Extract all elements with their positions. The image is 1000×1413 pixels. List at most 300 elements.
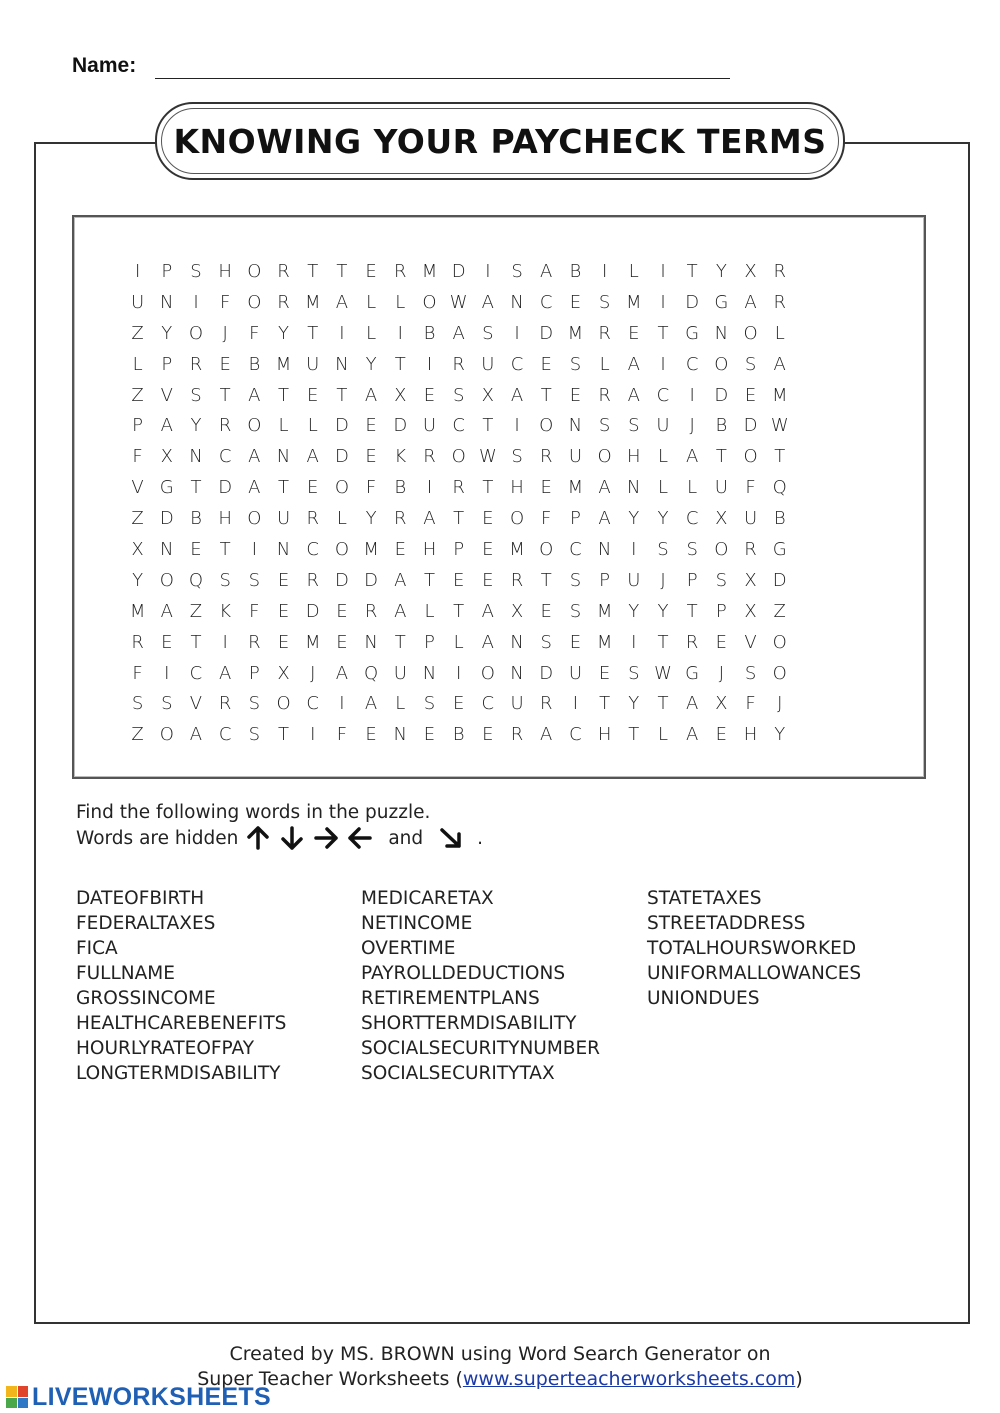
puzzle-letter[interactable]: R xyxy=(510,569,524,591)
puzzle-letter[interactable]: O xyxy=(276,693,291,715)
puzzle-letter[interactable]: L xyxy=(395,693,406,715)
puzzle-letter[interactable]: T xyxy=(336,260,348,282)
puzzle-letter[interactable]: G xyxy=(714,291,729,313)
puzzle-letter[interactable]: E xyxy=(569,384,582,406)
puzzle-letter[interactable]: O xyxy=(188,322,204,344)
puzzle-letter[interactable]: A xyxy=(394,600,407,622)
puzzle-letter[interactable]: W xyxy=(449,291,468,313)
puzzle-letter[interactable]: M xyxy=(304,631,321,653)
puzzle-letter[interactable]: I xyxy=(572,693,579,715)
puzzle-letter[interactable]: A xyxy=(248,446,261,468)
puzzle-letter[interactable]: A xyxy=(248,384,261,406)
puzzle-letter[interactable]: L xyxy=(774,322,785,344)
puzzle-letter[interactable]: E xyxy=(307,477,319,499)
puzzle-letter[interactable]: D xyxy=(334,569,349,591)
puzzle-letter[interactable]: L xyxy=(657,446,668,468)
puzzle-letter[interactable]: S xyxy=(598,415,611,437)
puzzle-letter[interactable]: Q xyxy=(188,569,204,591)
puzzle-letter[interactable]: M xyxy=(421,260,438,282)
puzzle-letter[interactable]: R xyxy=(394,508,407,530)
puzzle-letter[interactable]: W xyxy=(654,662,672,684)
puzzle-letter[interactable]: R xyxy=(452,353,465,375)
puzzle-letter[interactable]: X xyxy=(744,260,757,282)
puzzle-letter[interactable]: A xyxy=(335,662,349,684)
puzzle-letter[interactable]: A xyxy=(481,291,494,313)
puzzle-letter[interactable]: Z xyxy=(131,384,144,406)
puzzle-letter[interactable]: O xyxy=(743,446,758,468)
puzzle-letter[interactable]: E xyxy=(365,446,377,468)
puzzle-letter[interactable]: V xyxy=(160,384,173,406)
puzzle-letter[interactable]: R xyxy=(364,600,378,622)
puzzle-letter[interactable]: T xyxy=(482,477,494,499)
puzzle-letter[interactable]: E xyxy=(190,538,202,560)
puzzle-letter[interactable]: G xyxy=(685,662,700,684)
puzzle-letter[interactable]: Y xyxy=(365,353,377,375)
puzzle-letter[interactable]: S xyxy=(540,631,552,653)
puzzle-letter[interactable]: B xyxy=(423,322,436,344)
puzzle-letter[interactable]: I xyxy=(514,415,520,437)
puzzle-letter[interactable]: S xyxy=(423,693,436,715)
puzzle-letter[interactable]: N xyxy=(160,291,174,313)
puzzle-letter[interactable]: X xyxy=(160,446,173,468)
puzzle-letter[interactable]: S xyxy=(569,569,582,591)
puzzle-letter[interactable]: I xyxy=(339,322,345,344)
puzzle-letter[interactable]: X xyxy=(277,662,290,684)
puzzle-letter[interactable]: C xyxy=(481,693,495,715)
puzzle-letter[interactable]: R xyxy=(598,322,611,344)
puzzle-letter[interactable]: Y xyxy=(278,322,290,344)
puzzle-letter[interactable]: O xyxy=(509,508,525,530)
puzzle-letter[interactable]: M xyxy=(596,631,613,653)
puzzle-letter[interactable]: T xyxy=(423,569,435,591)
puzzle-letter[interactable]: N xyxy=(364,631,378,653)
footer-link[interactable]: www.superteacherworksheets.com xyxy=(462,1368,796,1390)
puzzle-letter[interactable]: U xyxy=(568,662,582,684)
puzzle-letter[interactable]: O xyxy=(247,260,262,282)
puzzle-letter[interactable]: E xyxy=(365,724,377,746)
puzzle-letter[interactable]: T xyxy=(307,322,319,344)
puzzle-letter[interactable]: G xyxy=(772,538,787,560)
puzzle-letter[interactable]: C xyxy=(306,538,319,560)
puzzle-letter[interactable]: N xyxy=(714,322,729,344)
puzzle-letter[interactable]: U xyxy=(510,693,524,715)
puzzle-letter[interactable]: E xyxy=(336,631,348,653)
puzzle-letter[interactable]: I xyxy=(456,662,462,684)
puzzle-letter[interactable]: C xyxy=(452,415,465,437)
puzzle-letter[interactable]: M xyxy=(129,600,146,622)
puzzle-letter[interactable]: E xyxy=(628,322,640,344)
puzzle-letter[interactable]: R xyxy=(189,353,203,375)
puzzle-letter[interactable]: O xyxy=(539,415,554,437)
puzzle-letter[interactable]: T xyxy=(540,384,552,406)
puzzle-letter[interactable]: I xyxy=(631,538,637,560)
puzzle-letter[interactable]: D xyxy=(685,291,700,313)
puzzle-letter[interactable]: A xyxy=(218,662,232,684)
puzzle-letter[interactable]: A xyxy=(335,291,349,313)
puzzle-letter[interactable]: O xyxy=(772,662,787,684)
puzzle-letter[interactable]: S xyxy=(131,693,144,715)
puzzle-letter[interactable]: G xyxy=(685,322,700,344)
puzzle-letter[interactable]: S xyxy=(744,353,757,375)
puzzle-letter[interactable]: N xyxy=(597,538,612,560)
puzzle-letter[interactable]: P xyxy=(132,415,144,437)
puzzle-letter[interactable]: A xyxy=(423,508,436,530)
puzzle-letter[interactable]: S xyxy=(482,322,494,344)
puzzle-letter[interactable]: J xyxy=(310,662,316,684)
puzzle-letter[interactable]: T xyxy=(540,569,552,591)
puzzle-letter[interactable]: H xyxy=(218,260,232,282)
puzzle-letter[interactable]: S xyxy=(161,693,173,715)
puzzle-letter[interactable]: D xyxy=(539,322,554,344)
puzzle-letter[interactable]: S xyxy=(511,446,523,468)
puzzle-letter[interactable]: E xyxy=(277,600,290,622)
puzzle-letter[interactable]: T xyxy=(715,446,727,468)
puzzle-letter[interactable]: Y xyxy=(190,415,202,437)
puzzle-letter[interactable]: M xyxy=(771,384,788,406)
puzzle-letter[interactable]: F xyxy=(132,446,143,468)
puzzle-letter[interactable]: S xyxy=(190,384,202,406)
puzzle-letter[interactable]: I xyxy=(514,322,520,344)
puzzle-letter[interactable]: N xyxy=(276,538,291,560)
puzzle-letter[interactable]: Z xyxy=(131,508,144,530)
puzzle-letter[interactable]: I xyxy=(631,631,637,653)
puzzle-letter[interactable]: Y xyxy=(628,600,640,622)
puzzle-letter[interactable]: M xyxy=(275,353,292,375)
puzzle-letter[interactable]: I xyxy=(193,291,199,313)
puzzle-letter[interactable]: N xyxy=(568,415,583,437)
puzzle-letter[interactable]: R xyxy=(218,415,232,437)
puzzle-letter[interactable]: P xyxy=(715,600,727,622)
puzzle-letter[interactable]: N xyxy=(393,724,408,746)
puzzle-letter[interactable]: O xyxy=(451,446,466,468)
puzzle-letter[interactable]: P xyxy=(453,538,465,560)
puzzle-letter[interactable]: P xyxy=(161,353,173,375)
puzzle-letter[interactable]: A xyxy=(481,600,494,622)
puzzle-letter[interactable]: T xyxy=(774,446,786,468)
puzzle-letter[interactable]: E xyxy=(598,662,611,684)
puzzle-letter[interactable]: T xyxy=(657,693,669,715)
puzzle-letter[interactable]: Y xyxy=(628,693,640,715)
puzzle-letter[interactable]: F xyxy=(365,477,377,499)
puzzle-letter[interactable]: E xyxy=(307,384,319,406)
puzzle-letter[interactable]: E xyxy=(482,569,494,591)
puzzle-letter[interactable]: L xyxy=(395,291,406,313)
puzzle-letter[interactable]: E xyxy=(715,631,728,653)
puzzle-letter[interactable]: T xyxy=(686,260,698,282)
puzzle-letter[interactable]: S xyxy=(628,415,640,437)
puzzle-letter[interactable]: R xyxy=(306,508,319,530)
puzzle-letter[interactable]: E xyxy=(715,724,728,746)
puzzle-letter[interactable]: Y xyxy=(161,322,173,344)
puzzle-letter[interactable]: Y xyxy=(132,569,144,591)
puzzle-letter[interactable]: T xyxy=(190,631,202,653)
puzzle-letter[interactable]: T xyxy=(657,322,669,344)
puzzle-letter[interactable]: L xyxy=(453,631,464,653)
puzzle-letter[interactable]: T xyxy=(278,477,290,499)
puzzle-letter[interactable]: I xyxy=(660,291,666,313)
puzzle-letter[interactable]: C xyxy=(685,508,699,530)
puzzle-letter[interactable]: E xyxy=(277,631,290,653)
puzzle-letter[interactable]: S xyxy=(452,384,465,406)
puzzle-letter[interactable]: R xyxy=(248,631,261,653)
puzzle-letter[interactable]: N xyxy=(510,662,524,684)
puzzle-letter[interactable]: B xyxy=(190,508,202,530)
puzzle-letter[interactable]: N xyxy=(510,291,524,313)
puzzle-letter[interactable]: C xyxy=(656,384,670,406)
puzzle-letter[interactable]: R xyxy=(423,446,436,468)
puzzle-letter[interactable]: X xyxy=(394,384,407,406)
puzzle-letter[interactable]: M xyxy=(626,291,642,313)
puzzle-letter[interactable]: I xyxy=(426,353,433,375)
puzzle-letter[interactable]: T xyxy=(190,477,202,499)
puzzle-letter[interactable]: H xyxy=(422,538,437,560)
puzzle-letter[interactable]: R xyxy=(218,693,232,715)
puzzle-letter[interactable]: C xyxy=(569,724,582,746)
puzzle-letter[interactable]: E xyxy=(161,631,173,653)
puzzle-letter[interactable]: L xyxy=(657,477,668,499)
puzzle-letter[interactable]: R xyxy=(510,724,524,746)
puzzle-letter[interactable]: T xyxy=(394,353,406,375)
puzzle-letter[interactable]: A xyxy=(160,600,173,622)
puzzle-letter[interactable]: L xyxy=(307,415,318,437)
puzzle-letter[interactable]: M xyxy=(304,291,321,313)
puzzle-letter[interactable]: A xyxy=(773,353,786,375)
puzzle-letter[interactable]: O xyxy=(422,291,437,313)
puzzle-letter[interactable]: Y xyxy=(657,508,669,530)
puzzle-letter[interactable]: Y xyxy=(715,260,727,282)
puzzle-letter[interactable]: P xyxy=(424,631,435,653)
puzzle-letter[interactable]: S xyxy=(628,662,640,684)
puzzle-letter[interactable]: N xyxy=(627,477,641,499)
puzzle-letter[interactable]: X xyxy=(510,600,524,622)
puzzle-letter[interactable]: D xyxy=(364,569,379,591)
puzzle-letter[interactable]: P xyxy=(248,662,260,684)
puzzle-letter[interactable]: K xyxy=(219,600,232,622)
puzzle-letter[interactable]: A xyxy=(394,569,407,591)
puzzle-letter[interactable]: L xyxy=(132,353,143,375)
puzzle-letter[interactable]: U xyxy=(131,291,145,313)
puzzle-letter[interactable]: R xyxy=(685,631,699,653)
puzzle-letter[interactable]: T xyxy=(686,600,698,622)
puzzle-letter[interactable]: Y xyxy=(774,724,786,746)
puzzle-letter[interactable]: F xyxy=(249,322,260,344)
puzzle-letter[interactable]: I xyxy=(134,260,141,282)
puzzle-letter[interactable]: S xyxy=(190,260,202,282)
puzzle-letter[interactable]: S xyxy=(248,569,261,591)
puzzle-letter[interactable]: L xyxy=(687,477,698,499)
puzzle-letter[interactable]: U xyxy=(306,353,320,375)
puzzle-letter[interactable]: J xyxy=(689,415,695,437)
puzzle-letter[interactable]: O xyxy=(159,724,174,746)
puzzle-letter[interactable]: T xyxy=(394,631,406,653)
puzzle-letter[interactable]: Y xyxy=(365,508,377,530)
puzzle-letter[interactable]: O xyxy=(539,538,554,560)
name-input-line[interactable] xyxy=(155,78,730,79)
puzzle-letter[interactable]: D xyxy=(393,415,408,437)
puzzle-letter[interactable]: C xyxy=(218,446,232,468)
puzzle-letter[interactable]: E xyxy=(569,631,582,653)
puzzle-letter[interactable]: O xyxy=(714,538,729,560)
puzzle-letter[interactable]: F xyxy=(219,291,231,313)
puzzle-letter[interactable]: W xyxy=(770,415,789,437)
puzzle-letter[interactable]: A xyxy=(452,322,465,344)
puzzle-letter[interactable]: R xyxy=(539,693,553,715)
puzzle-letter[interactable]: V xyxy=(744,631,757,653)
puzzle-letter[interactable]: C xyxy=(218,724,232,746)
puzzle-letter[interactable]: R xyxy=(277,291,290,313)
puzzle-letter[interactable]: A xyxy=(540,260,553,282)
puzzle-letter[interactable]: R xyxy=(452,477,465,499)
puzzle-letter[interactable]: H xyxy=(627,446,641,468)
puzzle-letter[interactable]: U xyxy=(714,477,728,499)
puzzle-letter[interactable]: T xyxy=(278,384,290,406)
puzzle-letter[interactable]: S xyxy=(569,353,582,375)
puzzle-letter[interactable]: I xyxy=(426,477,433,499)
puzzle-letter[interactable]: S xyxy=(715,569,728,591)
puzzle-letter[interactable]: R xyxy=(306,569,319,591)
puzzle-letter[interactable]: A xyxy=(510,384,524,406)
puzzle-letter[interactable]: O xyxy=(247,415,262,437)
puzzle-letter[interactable]: D xyxy=(334,415,349,437)
puzzle-letter[interactable]: B xyxy=(394,477,407,499)
puzzle-letter[interactable]: A xyxy=(627,353,640,375)
puzzle-letter[interactable]: C xyxy=(510,353,524,375)
puzzle-letter[interactable]: L xyxy=(424,600,435,622)
puzzle-letter[interactable]: J xyxy=(222,322,228,344)
puzzle-letter[interactable]: A xyxy=(685,446,699,468)
puzzle-letter[interactable]: A xyxy=(685,693,699,715)
puzzle-letter[interactable]: C xyxy=(306,693,319,715)
puzzle-letter[interactable]: M xyxy=(363,538,379,560)
puzzle-letter[interactable]: S xyxy=(657,538,669,560)
puzzle-letter[interactable]: R xyxy=(744,538,757,560)
puzzle-letter[interactable]: D xyxy=(772,569,787,591)
puzzle-letter[interactable]: F xyxy=(745,477,756,499)
puzzle-letter[interactable]: I xyxy=(601,260,608,282)
puzzle-letter[interactable]: M xyxy=(567,322,584,344)
puzzle-letter[interactable]: E xyxy=(423,724,436,746)
puzzle-letter[interactable]: I xyxy=(164,662,170,684)
puzzle-letter[interactable]: R xyxy=(277,260,290,282)
puzzle-letter[interactable]: T xyxy=(599,693,611,715)
puzzle-letter[interactable]: A xyxy=(744,291,757,313)
puzzle-letter[interactable]: L xyxy=(628,260,639,282)
puzzle-letter[interactable]: I xyxy=(339,693,345,715)
puzzle-letter[interactable]: O xyxy=(743,322,758,344)
puzzle-letter[interactable]: I xyxy=(310,724,316,746)
puzzle-letter[interactable]: Q xyxy=(772,477,787,499)
puzzle-letter[interactable]: M xyxy=(509,538,525,560)
puzzle-letter[interactable]: D xyxy=(714,384,729,406)
puzzle-letter[interactable]: U xyxy=(743,508,758,530)
puzzle-letter[interactable]: U xyxy=(393,662,407,684)
puzzle-letter[interactable]: O xyxy=(714,353,729,375)
puzzle-letter[interactable]: O xyxy=(772,631,787,653)
puzzle-letter[interactable]: U xyxy=(481,353,495,375)
puzzle-letter[interactable]: X xyxy=(715,508,728,530)
puzzle-letter[interactable]: Z xyxy=(189,600,203,622)
puzzle-letter[interactable]: T xyxy=(482,415,494,437)
puzzle-letter[interactable]: O xyxy=(334,477,349,499)
puzzle-letter[interactable]: G xyxy=(159,477,174,499)
puzzle-letter[interactable]: R xyxy=(539,446,553,468)
puzzle-letter[interactable]: R xyxy=(773,260,786,282)
puzzle-letter[interactable]: L xyxy=(366,291,377,313)
puzzle-letter[interactable]: N xyxy=(422,662,437,684)
puzzle-letter[interactable]: Y xyxy=(657,600,669,622)
puzzle-letter[interactable]: Q xyxy=(364,662,379,684)
puzzle-letter[interactable]: S xyxy=(569,600,582,622)
puzzle-letter[interactable]: T xyxy=(219,538,231,560)
puzzle-letter[interactable]: B xyxy=(248,353,261,375)
puzzle-letter[interactable]: D xyxy=(305,600,320,622)
puzzle-letter[interactable]: E xyxy=(365,415,377,437)
puzzle-letter[interactable]: C xyxy=(685,353,699,375)
puzzle-letter[interactable]: D xyxy=(159,508,174,530)
puzzle-letter[interactable]: S xyxy=(511,260,523,282)
puzzle-letter[interactable]: O xyxy=(159,569,174,591)
puzzle-letter[interactable]: T xyxy=(657,631,669,653)
puzzle-letter[interactable]: A xyxy=(160,415,173,437)
puzzle-letter[interactable]: E xyxy=(569,291,582,313)
puzzle-letter[interactable]: L xyxy=(336,508,347,530)
puzzle-letter[interactable]: A xyxy=(306,446,319,468)
puzzle-letter[interactable]: A xyxy=(627,384,640,406)
puzzle-letter[interactable]: I xyxy=(689,384,695,406)
puzzle-letter[interactable]: E xyxy=(277,569,290,591)
puzzle-letter[interactable]: I xyxy=(251,538,257,560)
puzzle-letter[interactable]: E xyxy=(482,508,494,530)
puzzle-letter[interactable]: H xyxy=(743,724,758,746)
puzzle-letter[interactable]: U xyxy=(656,415,670,437)
puzzle-letter[interactable]: M xyxy=(596,600,613,622)
puzzle-letter[interactable]: M xyxy=(567,477,584,499)
puzzle-letter[interactable]: I xyxy=(397,322,403,344)
puzzle-letter[interactable]: S xyxy=(686,538,698,560)
puzzle-letter[interactable]: H xyxy=(510,477,524,499)
puzzle-letter[interactable]: F xyxy=(745,693,756,715)
puzzle-letter[interactable]: S xyxy=(598,291,611,313)
puzzle-letter[interactable]: X xyxy=(715,693,728,715)
puzzle-letter[interactable]: B xyxy=(715,415,728,437)
puzzle-letter[interactable]: U xyxy=(422,415,437,437)
puzzle-letter[interactable]: F xyxy=(249,600,260,622)
puzzle-letter[interactable]: J xyxy=(718,662,724,684)
puzzle-letter[interactable]: I xyxy=(660,260,666,282)
puzzle-letter[interactable]: N xyxy=(510,631,524,653)
puzzle-letter[interactable]: D xyxy=(451,260,466,282)
puzzle-letter[interactable]: V xyxy=(189,693,203,715)
puzzle-letter[interactable]: P xyxy=(599,569,611,591)
puzzle-letter[interactable]: A xyxy=(598,508,611,530)
puzzle-letter[interactable]: X xyxy=(744,600,757,622)
puzzle-letter[interactable]: C xyxy=(569,538,582,560)
puzzle-letter[interactable]: O xyxy=(247,508,262,530)
puzzle-letter[interactable]: D xyxy=(334,446,349,468)
puzzle-letter[interactable]: P xyxy=(569,508,581,530)
puzzle-letter[interactable]: R xyxy=(598,384,611,406)
puzzle-letter[interactable]: E xyxy=(365,260,377,282)
puzzle-letter[interactable]: B xyxy=(773,508,786,530)
puzzle-letter[interactable]: X xyxy=(481,384,495,406)
puzzle-letter[interactable]: P xyxy=(686,569,698,591)
puzzle-letter[interactable]: E xyxy=(336,600,348,622)
puzzle-letter[interactable]: H xyxy=(218,508,232,530)
puzzle-letter[interactable]: I xyxy=(660,353,666,375)
puzzle-letter[interactable]: F xyxy=(336,724,348,746)
puzzle-letter[interactable]: R xyxy=(131,631,144,653)
puzzle-letter[interactable]: U xyxy=(568,446,582,468)
